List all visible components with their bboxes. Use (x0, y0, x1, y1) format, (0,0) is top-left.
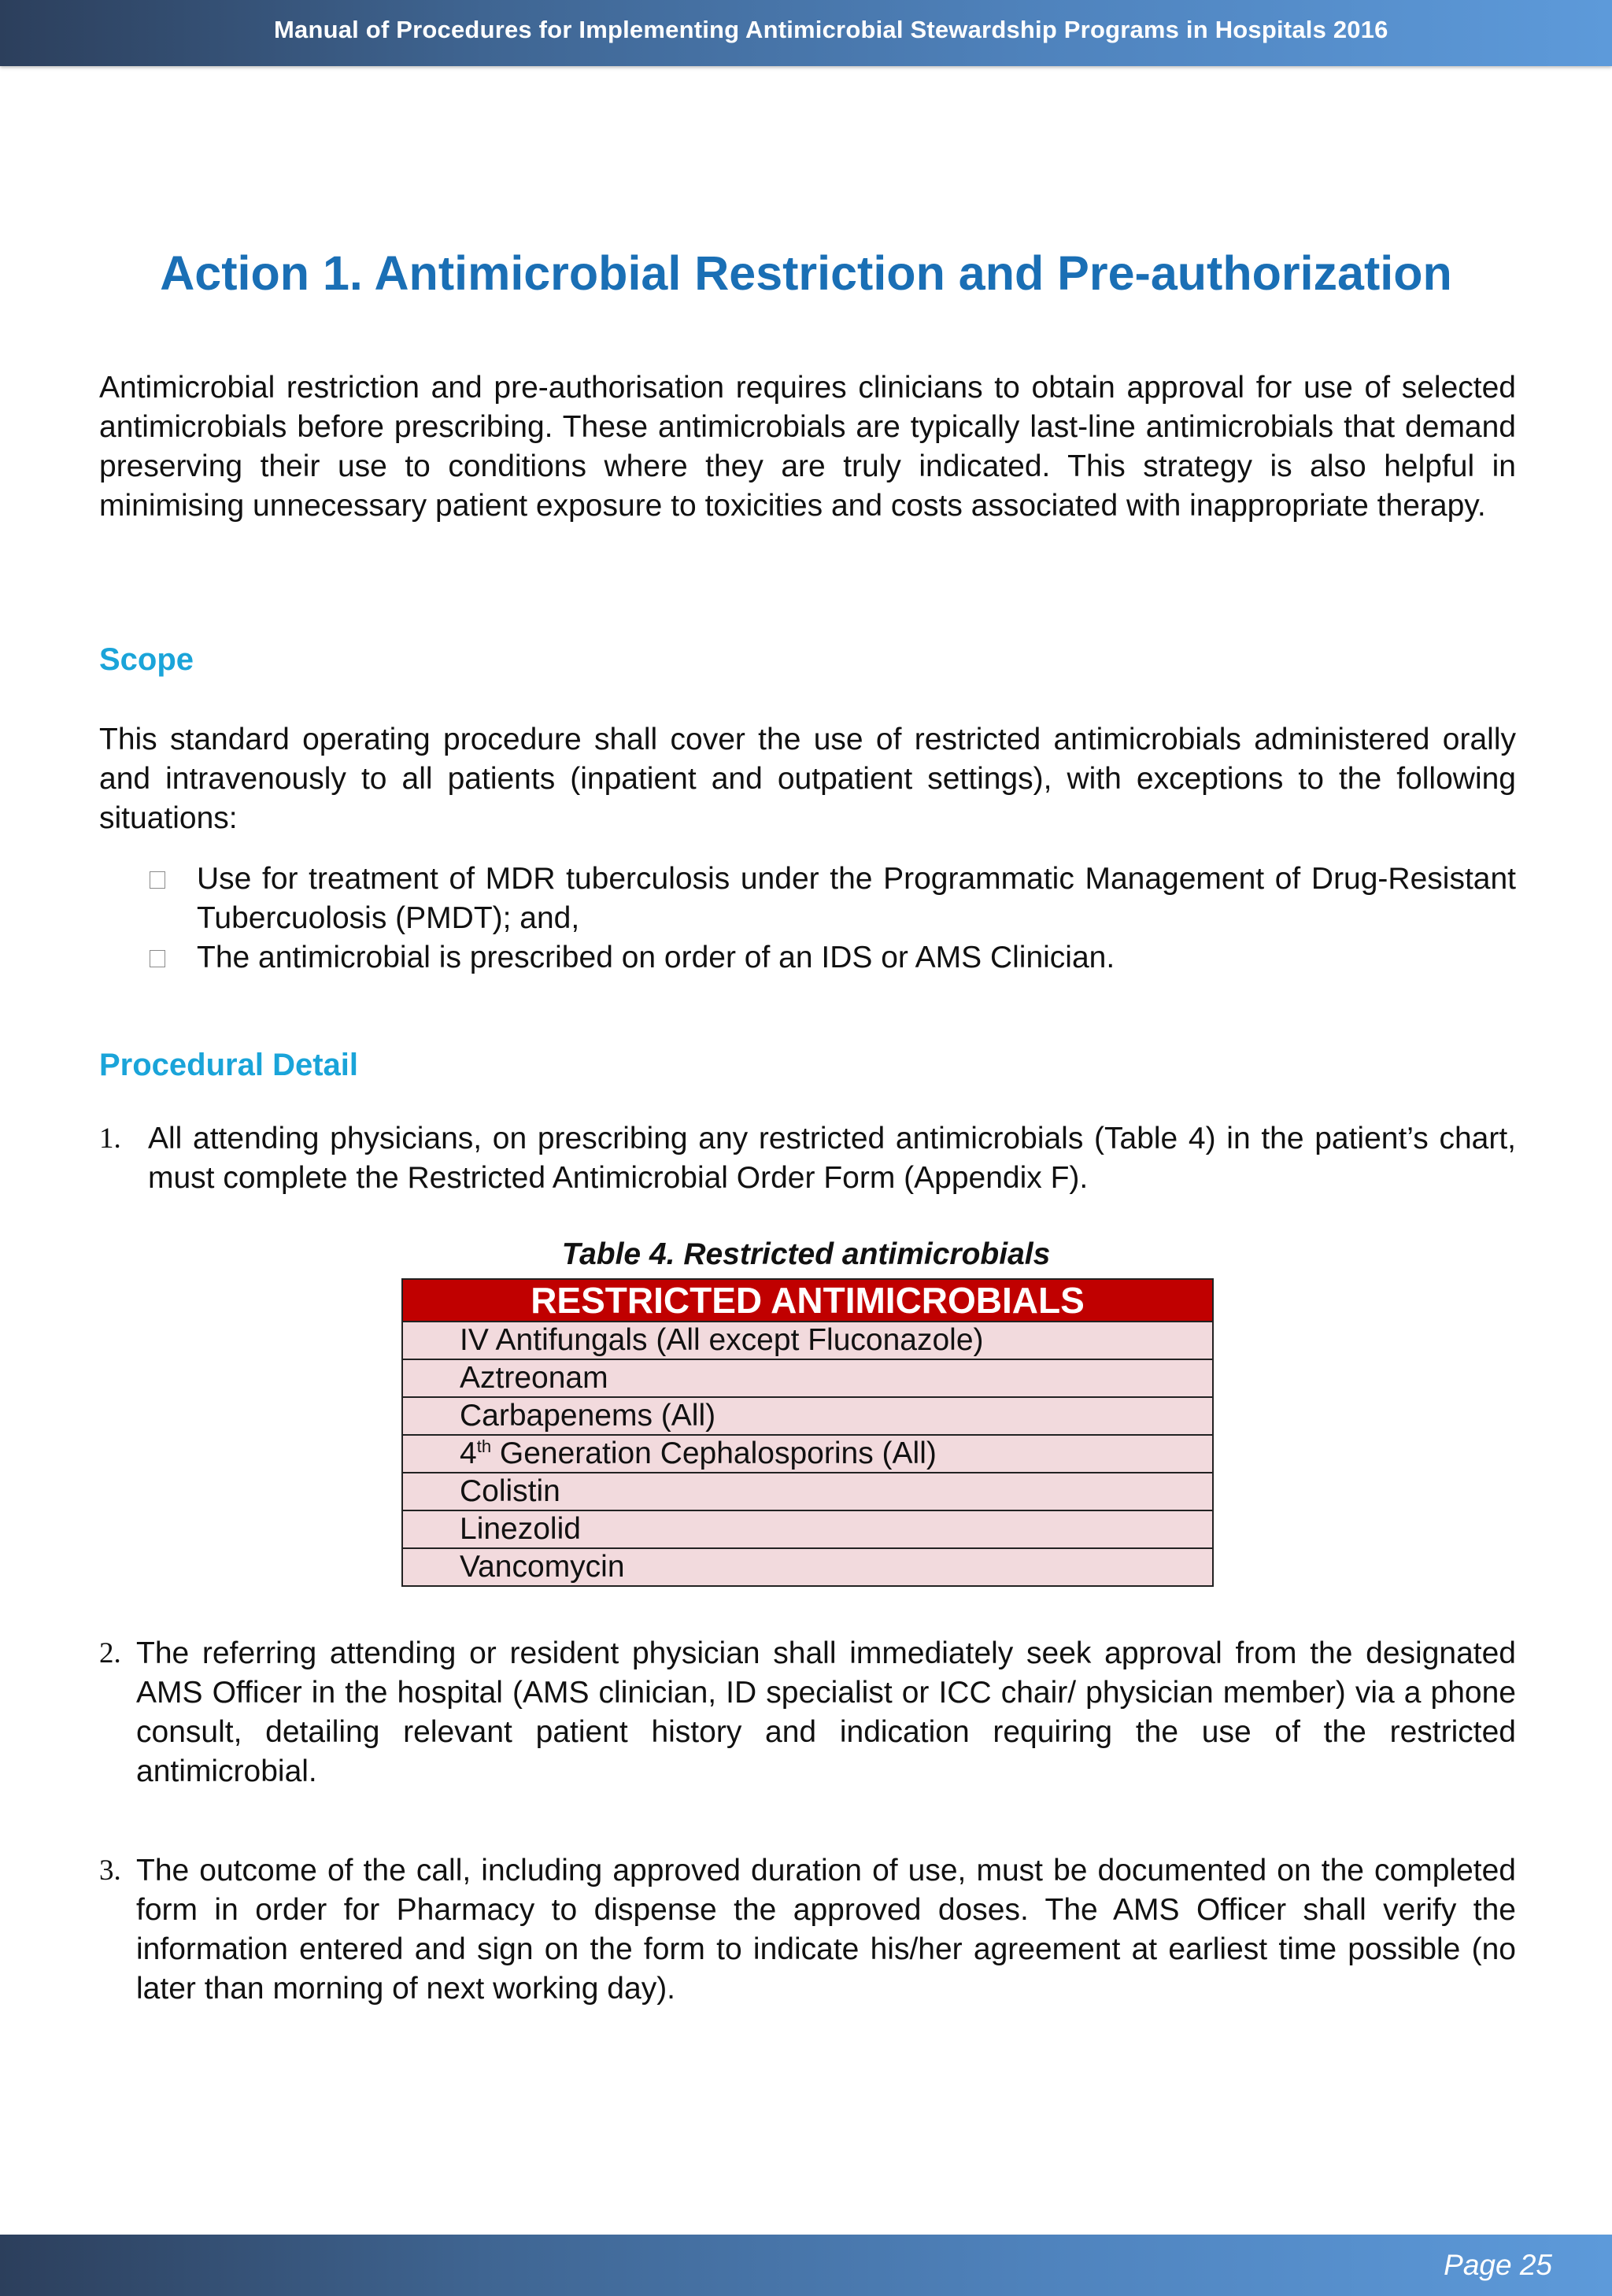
step-text: The referring attending or resident physician shall immediately seek approval from the designated AMS Officer in the hospital (AMS clinician, ID specialist or ICC chair/ physician member) via a phone consult, detailing relevant patient history and indication requiring the use of the restricted antimicrobial. (136, 1636, 1516, 1788)
step-text: All attending physicians, on prescribing any restricted antimicrobials (Table 4) in the patient’s chart, must complete the Restricted Antimicrobial Order Form (Appendix F). (148, 1122, 1516, 1195)
table-row (402, 1397, 1213, 1435)
header-band (0, 0, 1612, 66)
ordinal-suffix: th (476, 1436, 492, 1456)
table-row (402, 1435, 1213, 1473)
table-cell: Colistin (402, 1473, 1213, 1510)
table-header: RESTRICTED ANTIMICROBIALS (402, 1279, 1213, 1322)
step-number: 1. (99, 1122, 121, 1155)
footer-band (0, 2235, 1612, 2296)
procedure-step (99, 1851, 1516, 2009)
procedural-detail-heading: Procedural Detail (99, 1048, 359, 1082)
exception-text: Use for treatment of MDR tuberculosis under the Programmatic Management of Drug-Resistant Tubercuolosis (PMDT); and, (197, 862, 1516, 935)
checkbox-bullet-icon (150, 950, 165, 967)
cell-text: Generation Cephalosporins (All) (491, 1436, 937, 1470)
step-number: 2. (99, 1637, 121, 1669)
exception-item (150, 938, 1516, 978)
table-row (402, 1473, 1213, 1510)
scope-heading: Scope (99, 642, 194, 677)
table-cell: Carbapenems (All) (402, 1397, 1213, 1435)
table-row (402, 1359, 1213, 1397)
checkbox-bullet-icon (150, 871, 165, 889)
table-caption: Table 4. Restricted antimicrobials (561, 1237, 1051, 1271)
procedure-step (99, 1634, 1516, 1791)
table-row (402, 1322, 1213, 1359)
intro-paragraph: Antimicrobial restriction and pre-authorisation requires clinicians to obtain approval for use of selected antimicrobials before prescribing. These antimicrobials are typically last-line antimicrobials that demand preserving their use to conditions where they are truly indicated. This strategy is also helpful in minimising unnecessary patient exposure to toxicities and costs associated with inappropriate therapy. (99, 371, 1516, 523)
table-cell (402, 1435, 1213, 1473)
exception-text: The antimicrobial is prescribed on order of an IDS or AMS Clinician. (197, 941, 1115, 974)
table-row (402, 1548, 1213, 1586)
table-header-row (402, 1279, 1213, 1322)
table-cell: Linezolid (402, 1510, 1213, 1548)
step-number: 3. (99, 1854, 121, 1887)
table-cell: Aztreonam (402, 1359, 1213, 1397)
document-title: Manual of Procedures for Implementing Antimicrobial Stewardship Programs in Hospitals 2016 (274, 16, 1388, 43)
scope-paragraph: This standard operating procedure shall cover the use of restricted antimicrobials administered orally and intravenously to all patients (inpatient and outpatient settings), with exceptions to the following situations: (99, 723, 1516, 835)
table-cell: Vancomycin (402, 1548, 1213, 1586)
table-row (402, 1510, 1213, 1548)
ordinal-number: 4 (460, 1436, 477, 1470)
exception-item (150, 860, 1516, 938)
page-title: Action 1. Antimicrobial Restriction and Pre-authorization (160, 246, 1452, 300)
page-number: Page 25 (1444, 2249, 1552, 2281)
procedure-step (99, 1119, 1516, 1198)
restricted-antimicrobials-table (401, 1278, 1214, 1587)
table-cell: IV Antifungals (All except Fluconazole) (402, 1322, 1213, 1359)
step-text: The outcome of the call, including approved duration of use, must be documented on the completed form in order for Pharmacy to dispense the approved doses. The AMS Officer shall verify the information entered and sign on the form to indicate his/her agreement at earliest time possible (no later than morning of next working day). (136, 1854, 1516, 2006)
